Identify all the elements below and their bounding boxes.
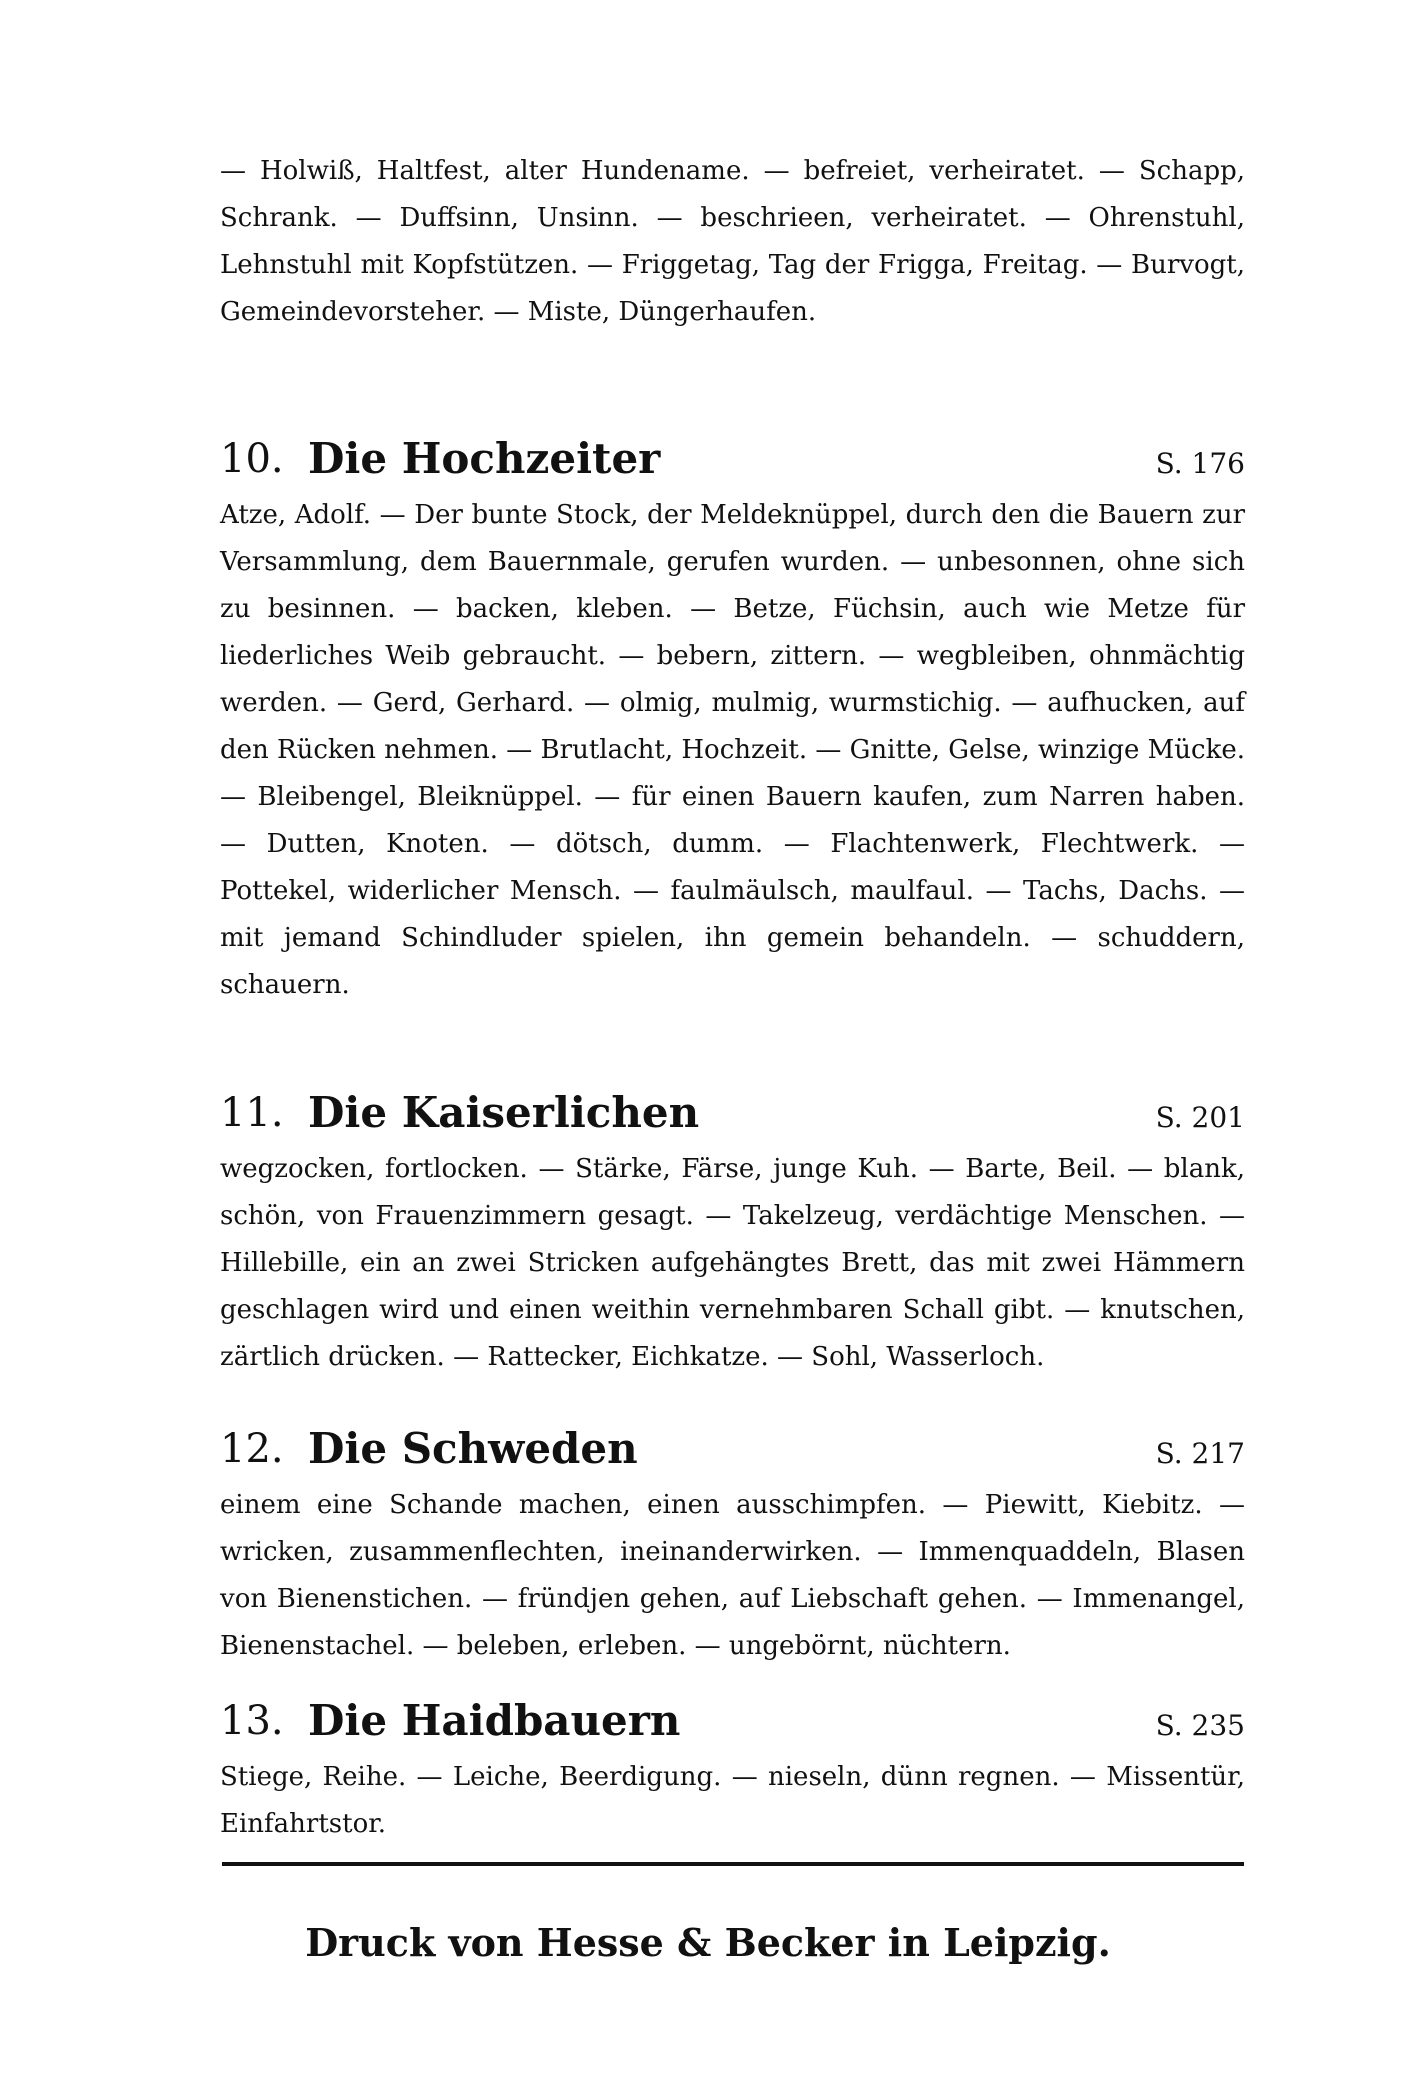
page-reference: S. 235 bbox=[1155, 1709, 1245, 1742]
section-number: 10. bbox=[220, 436, 284, 482]
section-number: 11. bbox=[220, 1090, 284, 1136]
glossary-paragraph: Stiege, Reihe. — Leiche, Beerdigung. — nieseln, dünn regnen. — Missentür, Einfahrtstor. bbox=[220, 1762, 1245, 1839]
printer-imprint: Druck von Hesse & Becker in Leipzig. bbox=[305, 1920, 1111, 1965]
intro-block bbox=[220, 148, 1245, 336]
section-title: Die Kaiserlichen bbox=[308, 1088, 700, 1137]
section-heading bbox=[220, 1420, 1245, 1482]
section-number: 13. bbox=[220, 1698, 284, 1744]
glossary-paragraph: einem eine Schande machen, einen ausschimpfen. — Piewitt, Kiebitz. — wricken, zusammenflechten, ineinanderwirken. — Immenquaddeln, Blasen von Bienenstichen. — fründjen gehen, auf Liebschaft gehen. — Immenangel, Bienenstachel. — beleben, erleben. — ungebörnt, nüchtern. bbox=[220, 1490, 1245, 1661]
page-reference: S. 217 bbox=[1155, 1437, 1245, 1470]
page-reference: S. 176 bbox=[1155, 447, 1245, 480]
glossary-paragraph: Atze, Adolf. — Der bunte Stock, der Meldeknüppel, durch den die Bauern zur Versammlung, dem Bauernmale, gerufen wurden. — unbesonnen, ohne sich zu besinnen. — backen, kleben. — Betze, Füchsin, auch wie Metze für liederliches Weib gebraucht. — bebern, zittern. — wegbleiben, ohnmächtig werden. — Gerd, Gerhard. — olmig, mulmig, wurmstichig. — aufhucken, auf den Rücken nehmen. — Brutlacht, Hochzeit. — Gnitte, Gelse, winzige Mücke. — Bleibengel, Bleiknüppel. — für einen Bauern kaufen, zum Narren haben. — Dutten, Knoten. — dötsch, dumm. — Flachtenwerk, Flechtwerk. — Pottekel, widerlicher Mensch. — faulmäulsch, maulfaul. — Tachs, Dachs. — mit jemand Schindluder spielen, ihn gemein behandeln. — schuddern, schauern. bbox=[220, 500, 1245, 1000]
page-reference: S. 201 bbox=[1155, 1101, 1245, 1134]
section-title: Die Hochzeiter bbox=[308, 434, 661, 483]
section-title: Die Schweden bbox=[308, 1424, 638, 1473]
intro-paragraph: — Holwiß, Haltfest, alter Hundename. — befreiet, verheiratet. — Schapp, Schrank. — Duffsinn, Unsinn. — beschrieen, verheiratet. — Ohrenstuhl, Lehnstuhl mit Kopfstützen. — Friggetag, Tag der Frigga, Freitag. — Burvogt, Gemeindevorsteher. — Miste, Düngerhaufen. bbox=[220, 156, 1245, 327]
glossary-paragraph: wegzocken, fortlocken. — Stärke, Färse, junge Kuh. — Barte, Beil. — blank, schön, von Frauenzimmern gesagt. — Takelzeug, verdächtige Menschen. — Hillebille, ein an zwei Stricken aufgehängtes Brett, das mit zwei Hämmern geschlagen wird und einen weithin vernehmbaren Schall gibt. — knutschen, zärtlich drücken. — Rattecker, Eichkatze. — Sohl, Wasserloch. bbox=[220, 1154, 1245, 1372]
section-heading bbox=[220, 1692, 1245, 1754]
section-title: Die Haidbauern bbox=[308, 1696, 681, 1745]
section-10 bbox=[220, 430, 1245, 1009]
section-13 bbox=[220, 1692, 1245, 1848]
footer-divider bbox=[222, 1862, 1244, 1866]
section-heading bbox=[220, 1084, 1245, 1146]
section-12 bbox=[220, 1420, 1245, 1670]
section-number: 12. bbox=[220, 1426, 284, 1472]
section-11 bbox=[220, 1084, 1245, 1381]
section-heading bbox=[220, 430, 1245, 492]
